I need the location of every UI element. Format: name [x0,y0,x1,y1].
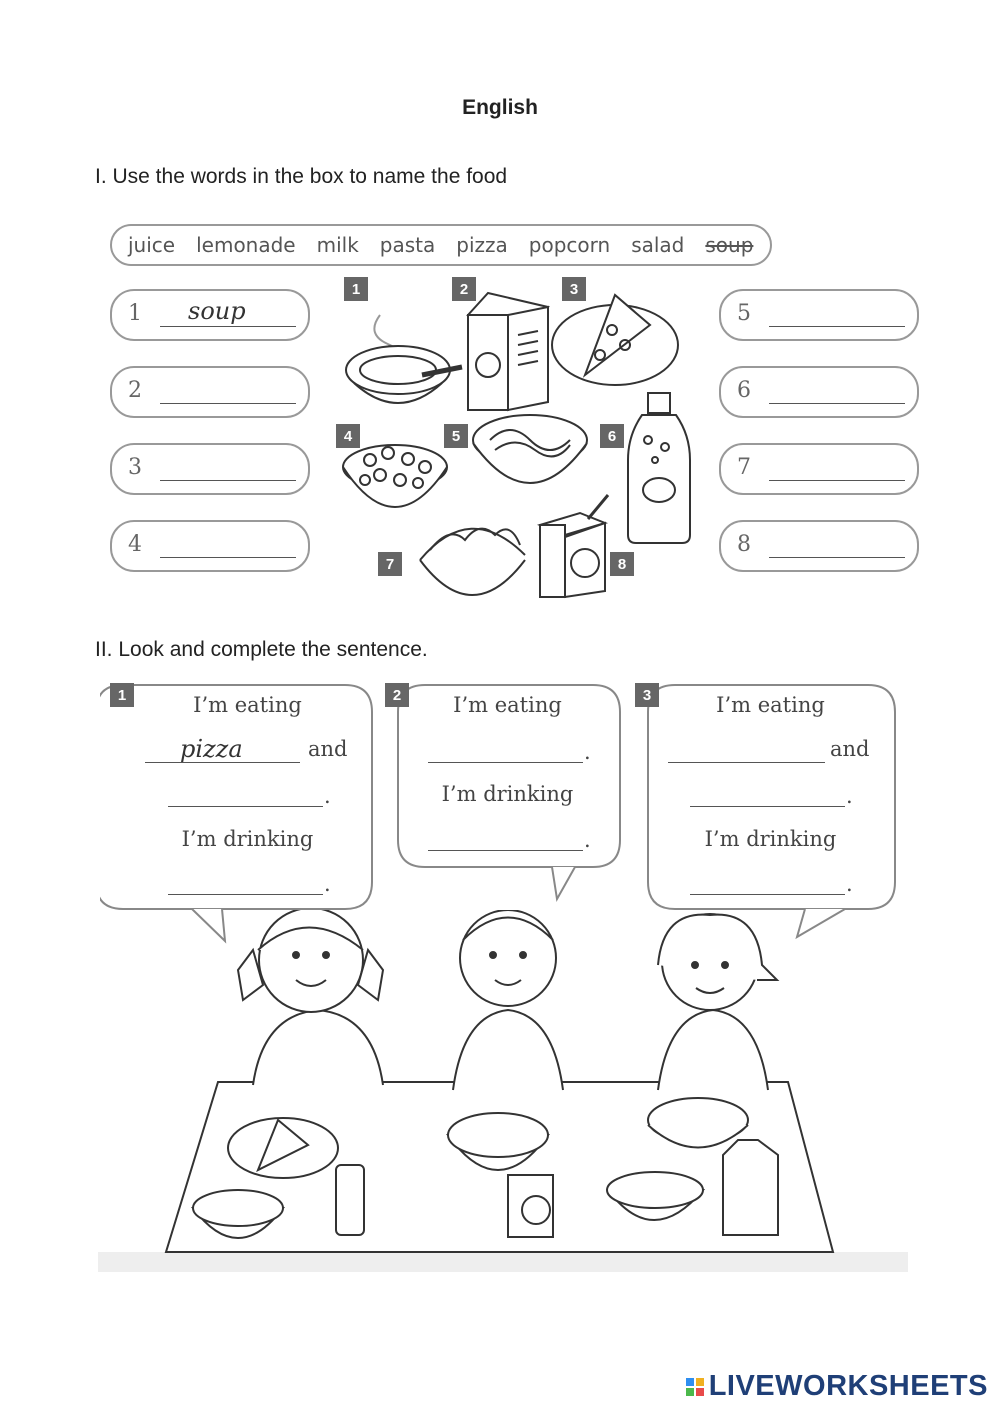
picture-tag-2: 2 [452,277,476,301]
bubble-3-outline [648,685,895,909]
answer-box-7 [719,443,919,495]
word-popcorn: popcorn [528,233,611,257]
popcorn-bowl-drawing [343,445,447,507]
floor-strip [98,1252,908,1272]
bubble-2-drinking: I’m drinking [441,782,574,806]
lemonade-bottle-on-table [336,1165,364,1235]
word-pizza: pizza [456,233,508,257]
answer-box-1 [110,289,310,341]
bubble-tag-2: 2 [385,683,409,707]
bubble-1-drinking: I’m drinking [181,827,314,851]
picture-tag-7: 7 [378,552,402,576]
answer-number: 5 [737,301,751,326]
word-box [110,224,772,266]
bubble-tag-3: 3 [635,683,659,707]
picture-tag-6: 6 [600,424,624,448]
bubble-2-tail [552,867,575,899]
answer-line[interactable] [769,480,905,481]
bubble-1-period: . [324,872,331,896]
picture-tag-5: 5 [444,424,468,448]
logo-icon [686,1378,704,1396]
picture-tag-3: 3 [562,277,586,301]
bubble-2-blank-1[interactable] [428,762,583,763]
bubble-3-period: . [846,784,853,808]
pizza-plate-drawing [552,295,678,385]
bubble-1-blank-2[interactable] [168,806,323,807]
answer-number: 7 [737,455,751,480]
answer-line[interactable] [160,557,296,558]
answer-number: 3 [128,455,142,480]
bubble-1-eating: I’m eating [193,693,302,717]
bubble-1-and: and [308,737,348,761]
section2-heading: II. Look and complete the sentence. [95,638,428,661]
answer-box-4 [110,520,310,572]
answer-line [160,326,296,327]
answer-number: 1 [128,301,142,326]
bubble-1-outline [100,685,372,909]
word-soup: soup [705,233,754,257]
bubble-1-blank-3[interactable] [168,894,323,895]
picture-tag-4: 4 [336,424,360,448]
bubble-3-blank-3[interactable] [690,894,845,895]
bubble-1-filled-answer: pizza [180,735,243,763]
pasta-bowl-drawing [473,415,587,483]
answer-box-6 [719,366,919,418]
word-pasta: pasta [379,233,436,257]
section1-heading: I. Use the words in the box to name the food [95,165,508,188]
bubble-3-blank-2[interactable] [690,806,845,807]
bubble-tag-1: 1 [110,683,134,707]
milk-carton-drawing [468,293,548,410]
bubble-3-and: and [830,737,870,761]
answer-number: 8 [737,532,751,557]
bubble-2-blank-2[interactable] [428,850,583,851]
bubble-1-period: . [324,784,331,808]
answer-box-5 [719,289,919,341]
bubble-3-period: . [846,872,853,896]
answer-box-8 [719,520,919,572]
page-title: English [462,96,538,119]
bubble-3-drinking: I’m drinking [704,827,837,851]
bubble-2-eating: I’m eating [453,693,562,717]
bubble-3-blank-1[interactable] [668,762,825,763]
milk-carton-on-table [723,1140,778,1235]
logo-text: LIVEWORKSHEETS [708,1370,988,1402]
answer-line[interactable] [160,403,296,404]
answer-value: soup [188,297,246,325]
children-table-illustration [98,910,908,1272]
word-salad: salad [631,233,685,257]
answer-line[interactable] [160,480,296,481]
answer-number: 6 [737,378,751,403]
bubble-2-period: . [584,740,591,764]
answer-line[interactable] [769,326,905,327]
answer-number: 4 [128,532,142,557]
girl-2-drawing [658,914,777,1090]
answer-line[interactable] [769,403,905,404]
soup-bowl-drawing [346,315,462,403]
answer-line[interactable] [769,557,905,558]
word-milk: milk [316,233,359,257]
word-lemonade: lemonade [196,233,296,257]
lemonade-bottle-drawing [628,393,690,543]
answer-number: 2 [128,378,142,403]
picture-tag-1: 1 [344,277,368,301]
boy-drawing [453,910,563,1090]
juice-box-drawing [540,495,608,597]
answer-box-2 [110,366,310,418]
liveworksheets-logo [686,1370,988,1403]
picture-tag-8: 8 [610,552,634,576]
bubble-3-eating: I’m eating [716,693,825,717]
salad-bowl-drawing [420,529,525,595]
answer-box-3 [110,443,310,495]
word-juice: juice [128,233,176,257]
bubble-2-period: . [584,828,591,852]
girl-1-drawing [238,910,383,1085]
